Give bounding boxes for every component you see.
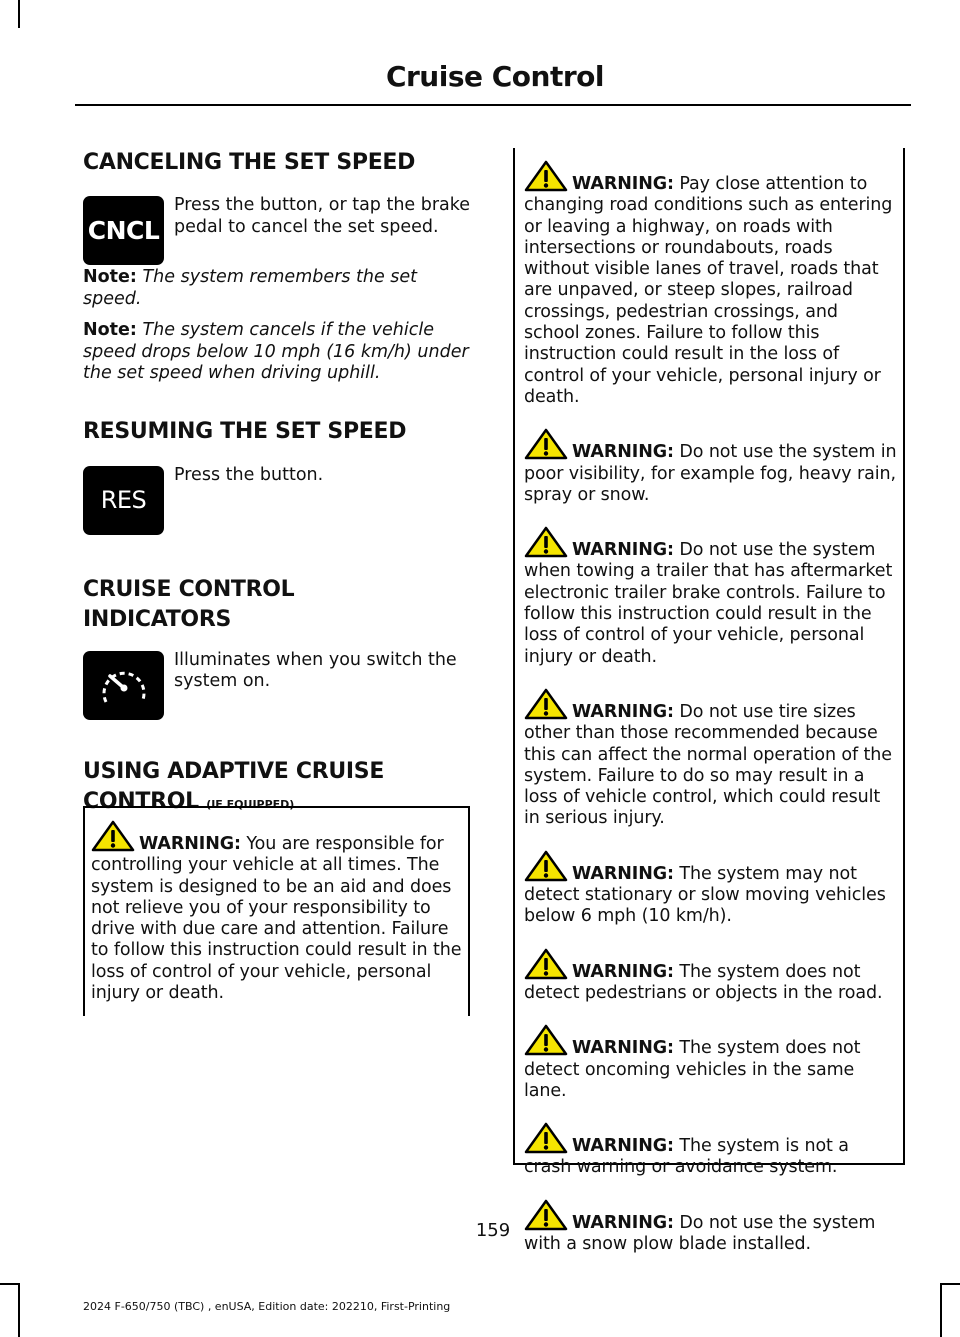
- warning-text: Do not use the system when towing a trailer that has aftermarket electronic trailer brake controls. Failure to follow this instruction could result in the loss of control of your vehicle, personal injury or death.: [524, 540, 893, 667]
- heading-indicators: [83, 575, 475, 635]
- heading-indicators-line2: INDICATORS: [83, 606, 232, 632]
- canceling-text: Press the button, or tap the brake pedal to cancel the set speed.: [174, 195, 471, 237]
- note-2: [83, 320, 475, 385]
- corner-mark-bottom-right-v: [940, 1283, 942, 1337]
- cruise-speedometer-icon: [83, 651, 164, 720]
- warning-triangle-icon: [524, 948, 568, 980]
- warning-text: The system is not a crash warning or avoidance system.: [524, 1136, 849, 1178]
- warning-label: WARNING:: [572, 540, 674, 561]
- warning-item: [524, 160, 897, 408]
- warning-triangle-icon: [524, 688, 568, 720]
- note-label: Note:: [83, 320, 137, 340]
- corner-mark-top-left-v: [18, 0, 20, 28]
- warning-item: [524, 948, 897, 1005]
- warning-item: [524, 1122, 897, 1179]
- canceling-row: [83, 194, 475, 266]
- warning-text: The system does not detect pedestrians or objects in the road.: [524, 961, 883, 1003]
- warning-text: Do not use the system in poor visibility, for example fog, heavy rain, spray or snow.: [524, 442, 897, 505]
- note-text: The system cancels if the vehicle speed drops below 10 mph (16 km/h) under the set speed when driving uphill.: [83, 320, 469, 383]
- warning-list-right: [515, 148, 903, 1255]
- warning-triangle-icon: [524, 1024, 568, 1056]
- resuming-row: [83, 464, 475, 536]
- warning-item: [524, 688, 897, 830]
- warning-label: WARNING:: [572, 1038, 674, 1059]
- indicators-row: [83, 649, 475, 721]
- warning-triangle-icon: [524, 850, 568, 882]
- warning-triangle-icon: [524, 428, 568, 460]
- res-button-icon: [83, 466, 164, 535]
- corner-mark-bottom-right-h: [940, 1283, 960, 1285]
- warning-triangle-icon: [524, 1122, 568, 1154]
- warning-text: You are responsible for controlling your vehicle at all times. The system is designed to be an aid and does not relieve you of your responsibility to drive with due care and attention. Failure to follow this instruction could result in the loss of control of your vehicle, personal injury or death.: [91, 834, 462, 1004]
- heading-canceling: CANCELING THE SET SPEED: [83, 150, 416, 175]
- warning-item: [524, 1024, 897, 1102]
- warning-item: [524, 428, 897, 506]
- warning-text: The system may not detect stationary or slow moving vehicles below 6 mph (10 km/h).: [524, 863, 886, 927]
- corner-mark-bottom-left-v: [18, 1283, 20, 1337]
- warning-text: The system does not detect oncoming vehicles in the same lane.: [524, 1038, 861, 1101]
- warning-triangle-icon: [524, 160, 568, 192]
- warning-label: WARNING:: [572, 1136, 674, 1157]
- warning-box-right: [513, 148, 905, 1254]
- cncl-label: CNCL: [87, 216, 160, 245]
- cncl-button-icon: [83, 196, 164, 265]
- note-1: [83, 267, 475, 310]
- res-label: RES: [100, 486, 147, 514]
- warning-box-left: [83, 806, 470, 1016]
- warning-item: [524, 850, 897, 928]
- header-rule: [75, 104, 911, 106]
- speedometer-icon: [96, 660, 152, 710]
- warning-label: WARNING:: [572, 1212, 674, 1233]
- warning-label: WARNING:: [572, 442, 674, 463]
- heading-resuming: RESUMING THE SET SPEED: [83, 418, 407, 444]
- indicators-text: Illuminates when you switch the system on.: [174, 649, 457, 691]
- footer-text: 2024 F-650/750 (TBC) , enUSA, Edition date: 202210, First-Printing: [83, 1300, 451, 1313]
- warning-label: WARNING:: [572, 961, 674, 982]
- page-number: 159: [475, 1220, 511, 1241]
- heading-adaptive-line2: CONTROL: [83, 788, 199, 814]
- warning-label: WARNING:: [139, 834, 241, 854]
- left-column: [83, 148, 475, 820]
- resuming-text: Press the button.: [174, 464, 324, 485]
- note-label: Note:: [83, 267, 137, 287]
- warning-item: [524, 526, 897, 668]
- warning-item: [91, 820, 462, 1004]
- heading-adaptive-line1: USING ADAPTIVE CRUISE: [83, 758, 385, 784]
- warning-label: WARNING:: [572, 863, 674, 884]
- warning-label: WARNING:: [572, 174, 674, 194]
- warning-text: Do not use the system with a snow plow blade installed.: [524, 1212, 876, 1254]
- warning-text: Pay close attention to changing road conditions such as entering or leaving a highway, on roads with intersections or roundabouts, roads without visible lanes of travel, roads that are unpaved, or steep slopes, railroad crossings, pedestrian crossings, and school zones. Failure to follow this instruction could result in the loss of control of your vehicle, personal injury or death.: [524, 174, 893, 407]
- corner-mark-bottom-left-h: [0, 1283, 20, 1285]
- page-title: Cruise Control: [385, 60, 604, 93]
- warning-triangle-icon: [91, 820, 135, 852]
- if-equipped-label: (IF EQUIPPED): [206, 797, 295, 811]
- warning-text: Do not use tire sizes other than those recommended because this can affect the normal operation of the system. Failure to do so may result in a loss of vehicle control, which could result in serious injury.: [524, 701, 892, 829]
- warning-triangle-icon: [524, 526, 568, 558]
- warning-list-left: [85, 808, 468, 1004]
- warning-label: WARNING:: [572, 701, 674, 722]
- heading-indicators-line1: CRUISE CONTROL: [83, 576, 295, 602]
- note-text: The system remembers the set speed.: [83, 267, 418, 309]
